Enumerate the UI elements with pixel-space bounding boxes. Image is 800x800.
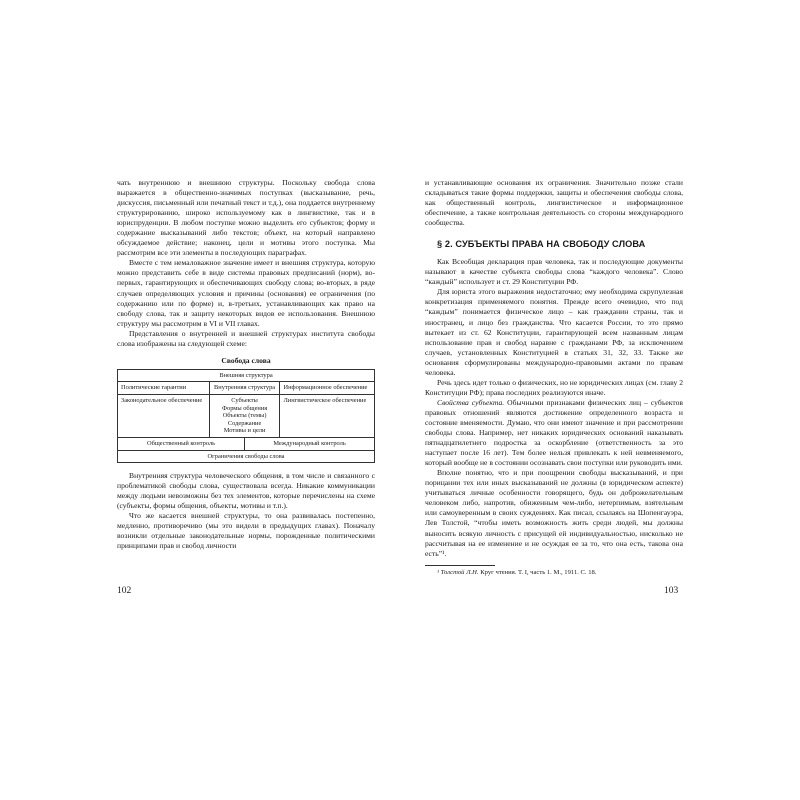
right-paragraph-4 <box>425 398 683 468</box>
footnote <box>437 569 683 577</box>
scheme-elements <box>209 394 280 437</box>
right-paragraph-5: Вполне понятно, что и при поощрении свободы высказываний, и при порицании тех или иных высказываний не должны (в юридическом аспекте) учитываться личные особенности говорящего, будь он доброжелательным человеком либо, напротив, обиженным чем-либо, нетерпимым, взятельным или самоуверенным в своих суждениях. Как писал, ссылаясь на Шопенгауэра, Лев Толстой, “чтобы иметь возможность жить среди людей, мы должны выносить всякую личность с присущей ей индивидуальностью, нисколько не рассчитывая на ее изменение и не осуждая ее за то, что она есть, такова она есть”¹. <box>425 468 683 558</box>
scheme-element: Субъекты <box>231 396 258 404</box>
right-paragraph-3: Речь здесь идет только о физических, но не юридических лицах (см. главу 2 Конституции РФ); права последних реализуются иначе. <box>425 377 683 397</box>
scheme-linguistic-support: Лингвистическое обеспечение <box>280 394 375 437</box>
left-paragraph-2: Вместе с тем немаловажное значение имеет и внешняя структура, которую можно представить себе в виде системы правовых предписаний (норм), во-первых, гарантирующих и обеспечивающих свободу слова; во-вторых, в ряде случаев определяющих условия и причины (основания) ее ограничения (по содержанию или по форме) и, в-третьих, устанавливающих как право на свободу слова, так и защиту некоторых видов ее использования. Внешнюю структуру мы рассмотрим в VI и VII главах. <box>117 258 375 328</box>
scheme-public-control: Общественный контроль <box>118 437 245 450</box>
section-heading: § 2. СУБЪЕКТЫ ПРАВА НА СВОБОДУ СЛОВА <box>437 239 646 250</box>
scheme-political-guarantees: Политические гарантии <box>118 382 210 395</box>
scheme-restrictions: Ограничения свободы слова <box>118 450 375 463</box>
subject-properties-label: Свойства субъекта. <box>437 397 505 407</box>
footnote-divider <box>425 565 495 566</box>
scheme-external-structure: Внешняя структура <box>118 369 375 382</box>
left-paragraph-4: Внутренняя структура человеческого общения, в том числе и связанного с проблематикой свободы слова, существовала всегда. Никакие коммуникации между людьми невозможны без тех элементов, которые перечислены на схеме (субъекты, формы общения, объекты, мотивы и т.п.). <box>117 471 375 511</box>
left-paragraph-3: Представления о внутренней и внешней структурах института свободы слова изображены на следующей схеме: <box>117 328 375 348</box>
scheme-informational-support: Информационное обеспечение <box>280 382 375 395</box>
right-paragraph-top: и устанавливающие основания их ограничения. Значительно позже стали складываться такие формы поддержки, защиты и обеспечения свободы слова, как общественный контроль, лингвистическое и информационное обеспечение, а также контрольная деятельность со стороны международного сообщества. <box>425 178 683 228</box>
page-number-left: 102 <box>117 586 132 596</box>
scheme-table <box>117 369 375 463</box>
right-paragraph-1: Как Всеобщая декларация прав человека, так и последующие документы называют в качестве субъекта свободы слова “каждого человека”. Слово “каждый” использует и ст. 29 Конституции РФ. <box>425 257 683 287</box>
scheme-internal-structure: Внутренняя структура <box>209 382 280 395</box>
right-paragraph-2: Для юриста этого выражения недостаточно; ему необходима скрупулезная конкретизация применяемого понятия. Прежде всего очевидно, что под “каждым” понимается физическое лицо – как гражданин страны, так и иностранец, и лицо без гражданства. Что касается России, то это прямо вытекает из ст. 62 Конституции, гарантирующей всем названным лицам использование прав и свобод наравне с гражданами РФ, за исключением случаев, установленных Конституцией в статьях 31, 32, 33. Также же основания сформулированы международно-правовыми актами по правам человека. <box>425 287 683 377</box>
scheme-element: Мотивы и цели <box>223 427 266 435</box>
scheme-element: Объекты (темы) <box>222 412 267 420</box>
scheme-element: Формы общения <box>221 404 268 412</box>
left-page <box>117 178 375 598</box>
footnote-text: Круг чтения. Т. I, часть 1. М., 1911. С. 18. <box>478 568 597 576</box>
left-paragraph-1: чать внутреннюю и внешнюю структуры. Поскольку свобода слова выражается в общественно-значимых поступках (высказывание, речь, дискуссия, письменный или печатный текст и т.д.), она поддается внутреннему структурированию, широко используемому как в лингвистике, так и в юриспруденции. В любом поступке можно выделить его субъектов; форму и содержание высказываний либо текстов; объект, на который направлено обсуждаемое действие; наконец, цели и мотивы этого поступка. Мы рассмотрим все эти элементы в последующих параграфах. <box>117 178 375 258</box>
footnote-author: ¹ Толстой Л.Н. <box>437 568 479 576</box>
left-paragraph-5: Что же касается внешней структуры, то она развивалась постепенно, медленно, противоречиво (мы это видели в предыдущих главах). Поначалу возникли отдельные законодательные нормы, порожденные политическими принципами прав и свобод личности <box>117 511 375 551</box>
subject-properties-text: Обычными признаками физических лиц – субъектов правовых отношений являются достижение определенного возраста и состояние вменяемости. Думаю, что они имеют значение и при рассмотрении свободы слова. Например, нет никаких юридических оснований наказывать пятнадцатилетнего подростка за оскорбление (ответственность за это наступает после 16 лет). Тем более нельзя привлекать к ней невменяемого, который вообще не в состоянии осознавать свои поступки или руководить ими. <box>425 397 683 468</box>
scheme-title: Свобода слова <box>221 355 271 365</box>
page-number-right: 103 <box>664 586 679 596</box>
right-page <box>425 178 683 598</box>
scheme-element: Содержание <box>227 419 262 427</box>
scheme-international-control: Международный контроль <box>245 437 375 450</box>
scheme-legislative-support: Законодательное обеспечение <box>118 394 210 437</box>
